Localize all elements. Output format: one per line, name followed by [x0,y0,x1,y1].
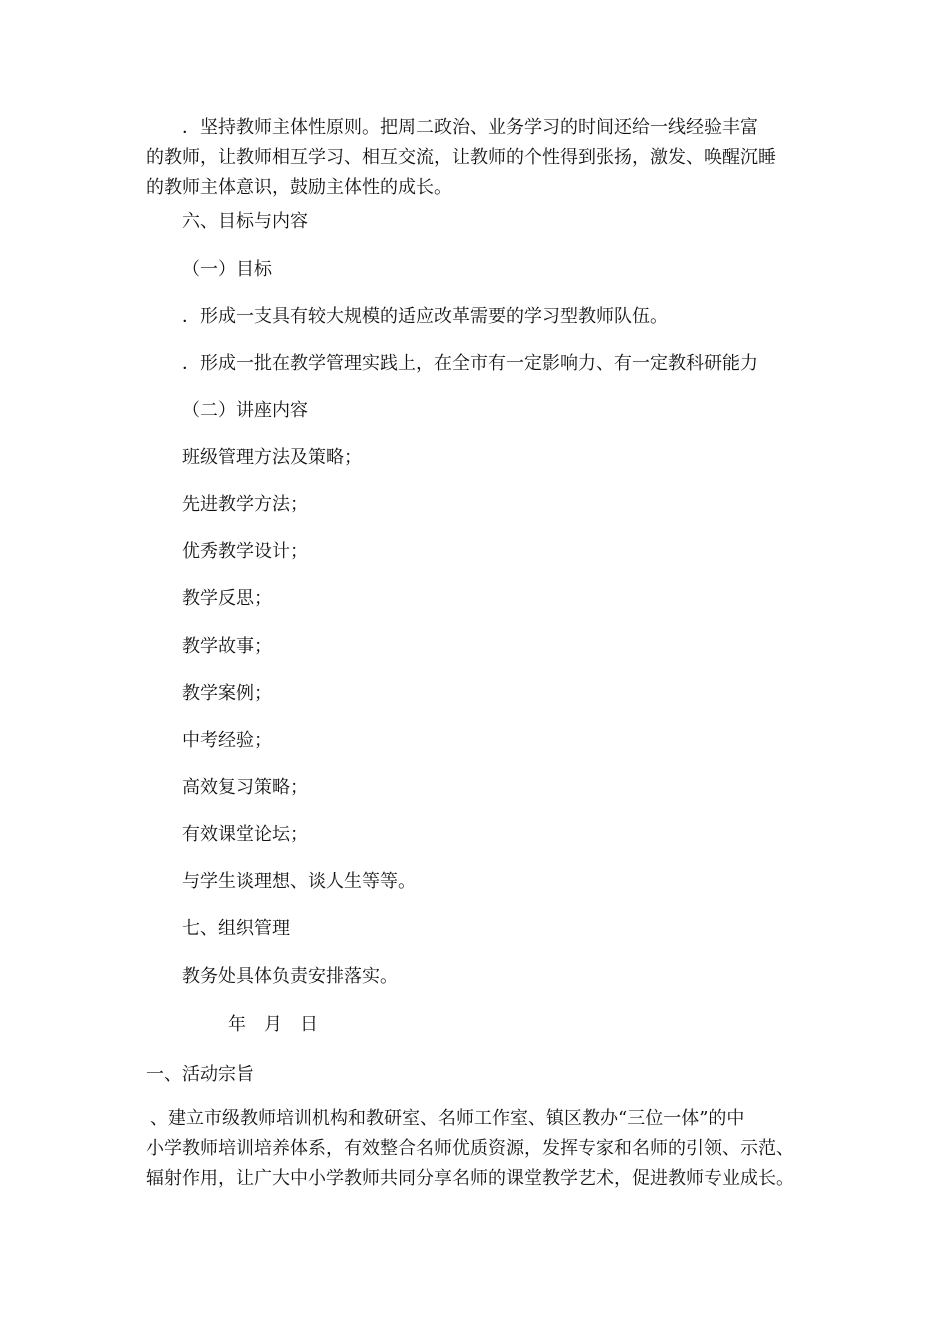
activity-line-1: 、建立市级教师培训机构和教研室、名师工作室、镇区教办“三位一体”的中 [150,1108,745,1129]
section-7-body: 教务处具体负责安排落实。 [182,966,398,987]
content-item: 教学反思； [182,588,272,609]
content-item: 有效课堂论坛； [182,824,308,845]
content-item: 高效复习策略； [182,777,308,798]
content-item: 班级管理方法及策略； [182,447,362,468]
content-item: 优秀教学设计； [182,541,308,562]
activity-line-2: 小学教师培训培养体系，有效整合名师优质资源，发挥专家和名师的引领、示范、 [146,1138,794,1159]
section-7-heading: 七、组织管理 [182,918,290,939]
principle-paragraph [146,113,812,203]
content-item: 教学故事； [182,636,272,657]
content-item: 教学案例； [182,683,272,704]
activity-paragraph [146,1104,812,1194]
content-item: 中考经验； [182,730,272,751]
content-heading: （二）讲座内容 [182,400,308,421]
goals-heading: （一）目标 [182,259,272,280]
principle-line-2: 的教师，让教师相互学习、相互交流，让教师的个性得到张扬，激发、唤醒沉睡 [146,147,776,168]
date-line: 年 月 日 [228,1014,318,1035]
goal-1: ．形成一支具有较大规模的适应改革需要的学习型教师队伍。 [182,306,668,327]
section-6-heading: 六、目标与内容 [182,211,308,232]
principle-line-3: 的教师主体意识，鼓励主体性的成长。 [146,177,452,198]
goal-2: ．形成一批在教学管理实践上，在全市有一定影响力、有一定教科研能力 [182,353,758,374]
content-item: 与学生谈理想、谈人生等等。 [182,871,416,892]
principle-line-1: ．坚持教师主体性原则。把周二政治、业务学习的时间还给一线经验丰富 [182,117,758,138]
activity-heading: 一、活动宗旨 [146,1064,254,1085]
activity-line-3: 辐射作用，让广大中小学教师共同分享名师的课堂教学艺术，促进教师专业成长。 [146,1168,794,1189]
content-item: 先进教学方法； [182,494,308,515]
